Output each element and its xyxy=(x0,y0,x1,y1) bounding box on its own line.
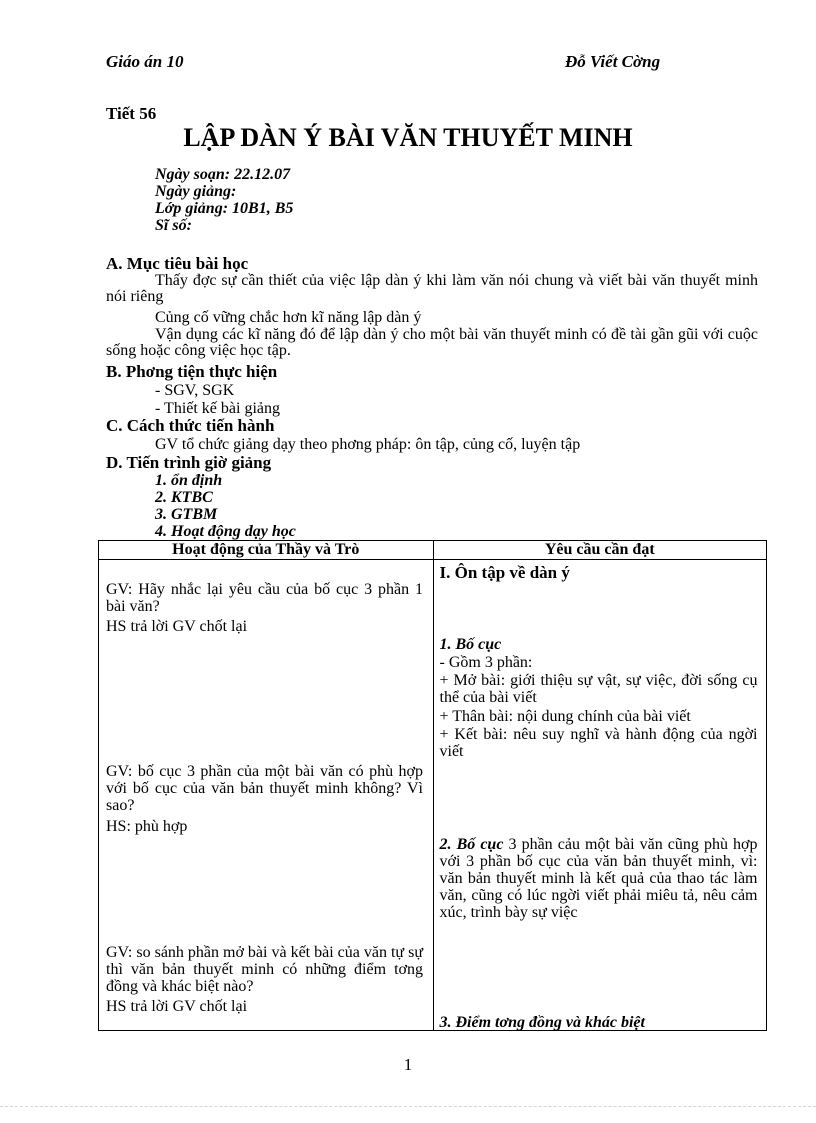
class-info: Lớp giảng: 10B1, B5 xyxy=(155,200,294,217)
section-a-para-2: Củng cố vững chắc hơn kĩ năng lập dàn ý xyxy=(155,309,422,326)
prep-date: Ngày soạn: 22.12.07 xyxy=(155,166,291,183)
structure-line-3: + Thân bài: nội dung chính của bài viết xyxy=(439,708,691,725)
header-right: Đỗ Viết Cờng xyxy=(565,52,661,71)
structure-fit-paragraph xyxy=(440,836,758,921)
lesson-number: Tiết 56 xyxy=(106,104,157,123)
student-answer-1: HS trả lời GV chốt lại xyxy=(106,618,248,635)
structure-line-4: + Kết bài: nêu suy nghĩ và hành động của ngời viết xyxy=(439,726,758,760)
col-header-activities: Hoạt động của Thầy và Trò xyxy=(99,541,434,560)
student-answer-3: HS trả lời GV chốt lại xyxy=(106,998,248,1015)
teacher-question-1: GV: Hãy nhắc lại yêu cầu của bố cục 3 phần 1 bài văn? xyxy=(106,581,423,615)
structure-fit-lead: 2. Bố cục xyxy=(439,836,504,853)
activities-cell xyxy=(99,560,434,1031)
step-2: 2. KTBC xyxy=(155,489,213,506)
section-a-para-3: Vận dụng các kĩ năng đó để lập dàn ý cho một bài văn thuyết minh có đề tài gần gũi với cuộc sống hoặc công việc học tập. xyxy=(106,326,758,359)
teach-date: Ngày giảng: xyxy=(155,183,237,200)
student-answer-2: HS: phù hợp xyxy=(106,818,188,835)
section-b-title: B. Phơng tiện thực hiện xyxy=(106,362,278,381)
section-c-para: GV tổ chức giảng dạy theo phơng pháp: ôn tập, củng cố, luyện tập xyxy=(155,436,581,453)
section-c-title: C. Cách thức tiến hành xyxy=(106,416,275,435)
col-header-requirements: Yêu cầu cần đạt xyxy=(433,541,767,560)
page-title: LẬP DÀN Ý BÀI VĂN THUYẾT MINH xyxy=(183,123,633,152)
step-4: 4. Hoạt động dạy học xyxy=(155,523,296,540)
structure-fit-text: 3 phần cảu một bài văn cũng phù hợp với 3 phần bố cục của văn bản thuyết minh, vì: văn bản thuyết minh là kết quả của thao tác làm văn, cũng có lúc ngời viết phải miêu tả, nêu cảm xúc, trình bày sự việc xyxy=(439,836,758,921)
structure-line-2: + Mở bài: giới thiệu sự vật, sự việc, đời sống cụ thể của bài viết xyxy=(439,672,758,706)
page-number: 1 xyxy=(403,1055,413,1074)
student-count: Sĩ số: xyxy=(155,217,192,234)
step-1: 1. ổn định xyxy=(155,472,223,489)
review-heading: I. Ôn tập về dàn ý xyxy=(439,563,570,582)
section-a-para-1: Thấy đợc sự cần thiết của việc lập dàn ý khi làm văn nói chung và viết bài văn thuyết minh nói riêng xyxy=(106,272,758,305)
section-b-item-2: - Thiết kế bài giảng xyxy=(155,400,280,417)
lesson-table xyxy=(98,540,767,1031)
header-left: Giáo án 10 xyxy=(106,52,184,71)
step-3: 3. GTBM xyxy=(155,506,218,523)
teacher-question-3: GV: so sánh phần mở bài và kết bài của văn tự sự thì văn bản thuyết minh có những điểm tơng đồng và khác biệt nào? xyxy=(106,944,423,995)
page-bottom-divider xyxy=(0,1106,816,1107)
teacher-question-2: GV: bố cục 3 phần của một bài văn có phù hợp với bố cục của văn bản thuyết minh không? Vì sao? xyxy=(106,763,423,814)
requirements-cell xyxy=(433,560,767,1031)
section-b-item-1: - SGV, SGK xyxy=(155,382,235,399)
section-d-title: D. Tiến trình giờ giảng xyxy=(106,453,272,472)
section-a-title: A. Mục tiêu bài học xyxy=(106,254,249,273)
structure-line-1: - Gồm 3 phần: xyxy=(439,654,533,671)
comparison-heading: 3. Điểm tơng đồng và khác biệt xyxy=(439,1014,645,1031)
structure-heading: 1. Bố cục xyxy=(439,636,502,653)
